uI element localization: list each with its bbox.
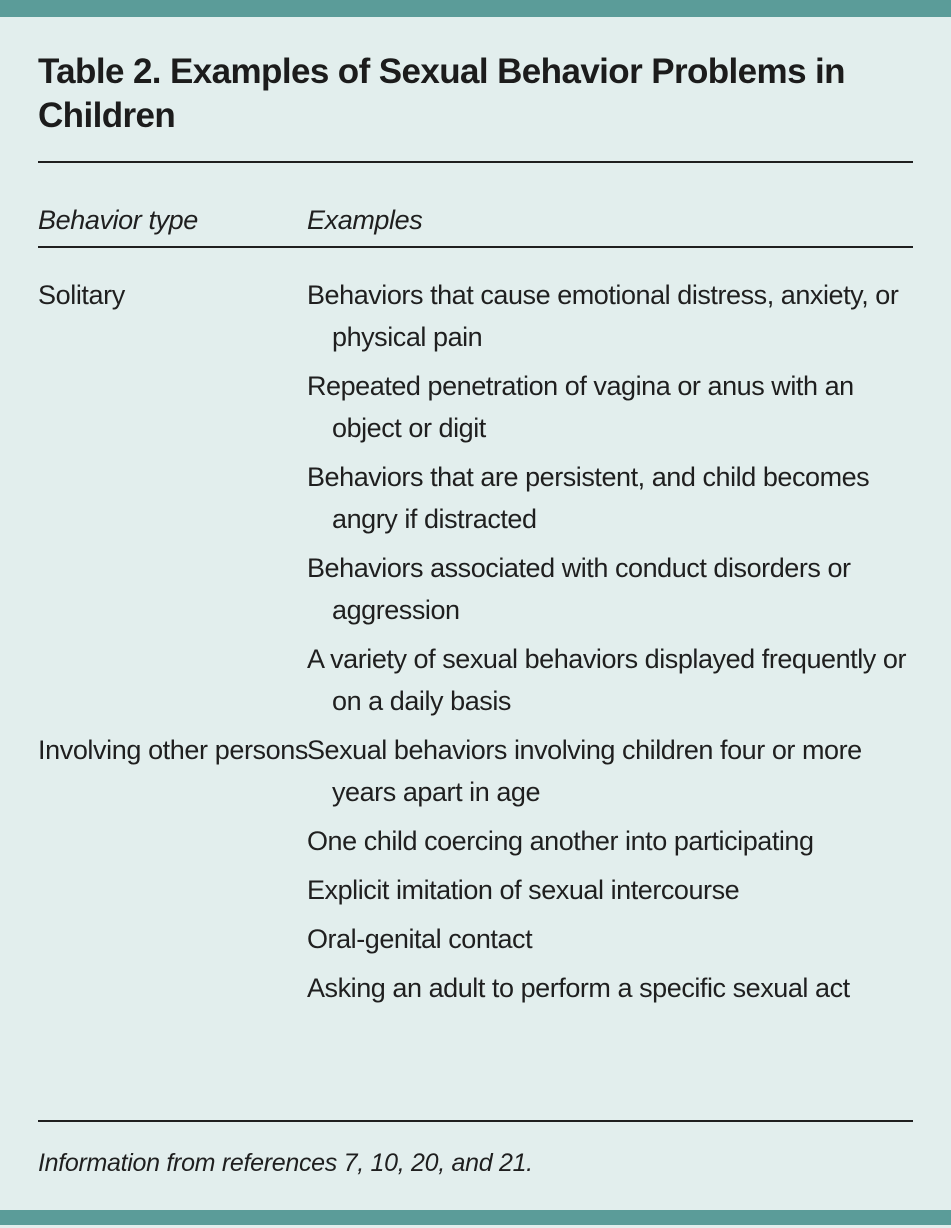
column-header-examples: Examples	[307, 205, 423, 235]
example-item: Behaviors associated with conduct disorders or aggression	[307, 553, 851, 625]
example-item: Explicit imitation of sexual intercourse	[307, 875, 740, 905]
behavior-type-cell: Solitary	[38, 280, 125, 310]
table-title: Table 2. Examples of Sexual Behavior Problems in Children	[38, 52, 845, 135]
example-item: A variety of sexual behaviors displayed frequently or on a daily basis	[307, 644, 906, 716]
table-group-involving-others	[0, 729, 951, 1009]
bottom-accent-bar	[0, 1210, 951, 1225]
example-item: Sexual behaviors involving children four or more years apart in age	[307, 735, 862, 807]
behavior-type-cell: Involving other persons	[38, 735, 308, 765]
column-header-behavior-type: Behavior type	[38, 205, 198, 235]
example-item: Oral-genital contact	[307, 924, 533, 954]
example-item: Behaviors that cause emotional distress, anxiety, or physical pain	[307, 280, 899, 352]
example-item: Asking an adult to perform a specific sexual act	[307, 973, 850, 1003]
example-item: One child coercing another into participating	[307, 826, 814, 856]
title-rule	[38, 161, 913, 163]
table-group-solitary	[0, 274, 951, 722]
bottom-rule	[38, 1120, 913, 1122]
examples-cell	[307, 274, 917, 722]
footnote: Information from references 7, 10, 20, and 21.	[38, 1149, 533, 1177]
examples-cell	[307, 729, 917, 1009]
table-body	[0, 274, 951, 1016]
header-rule	[38, 246, 913, 248]
example-item: Repeated penetration of vagina or anus with an object or digit	[307, 371, 854, 443]
example-item: Behaviors that are persistent, and child becomes angry if distracted	[307, 462, 870, 534]
top-accent-bar	[0, 0, 951, 17]
